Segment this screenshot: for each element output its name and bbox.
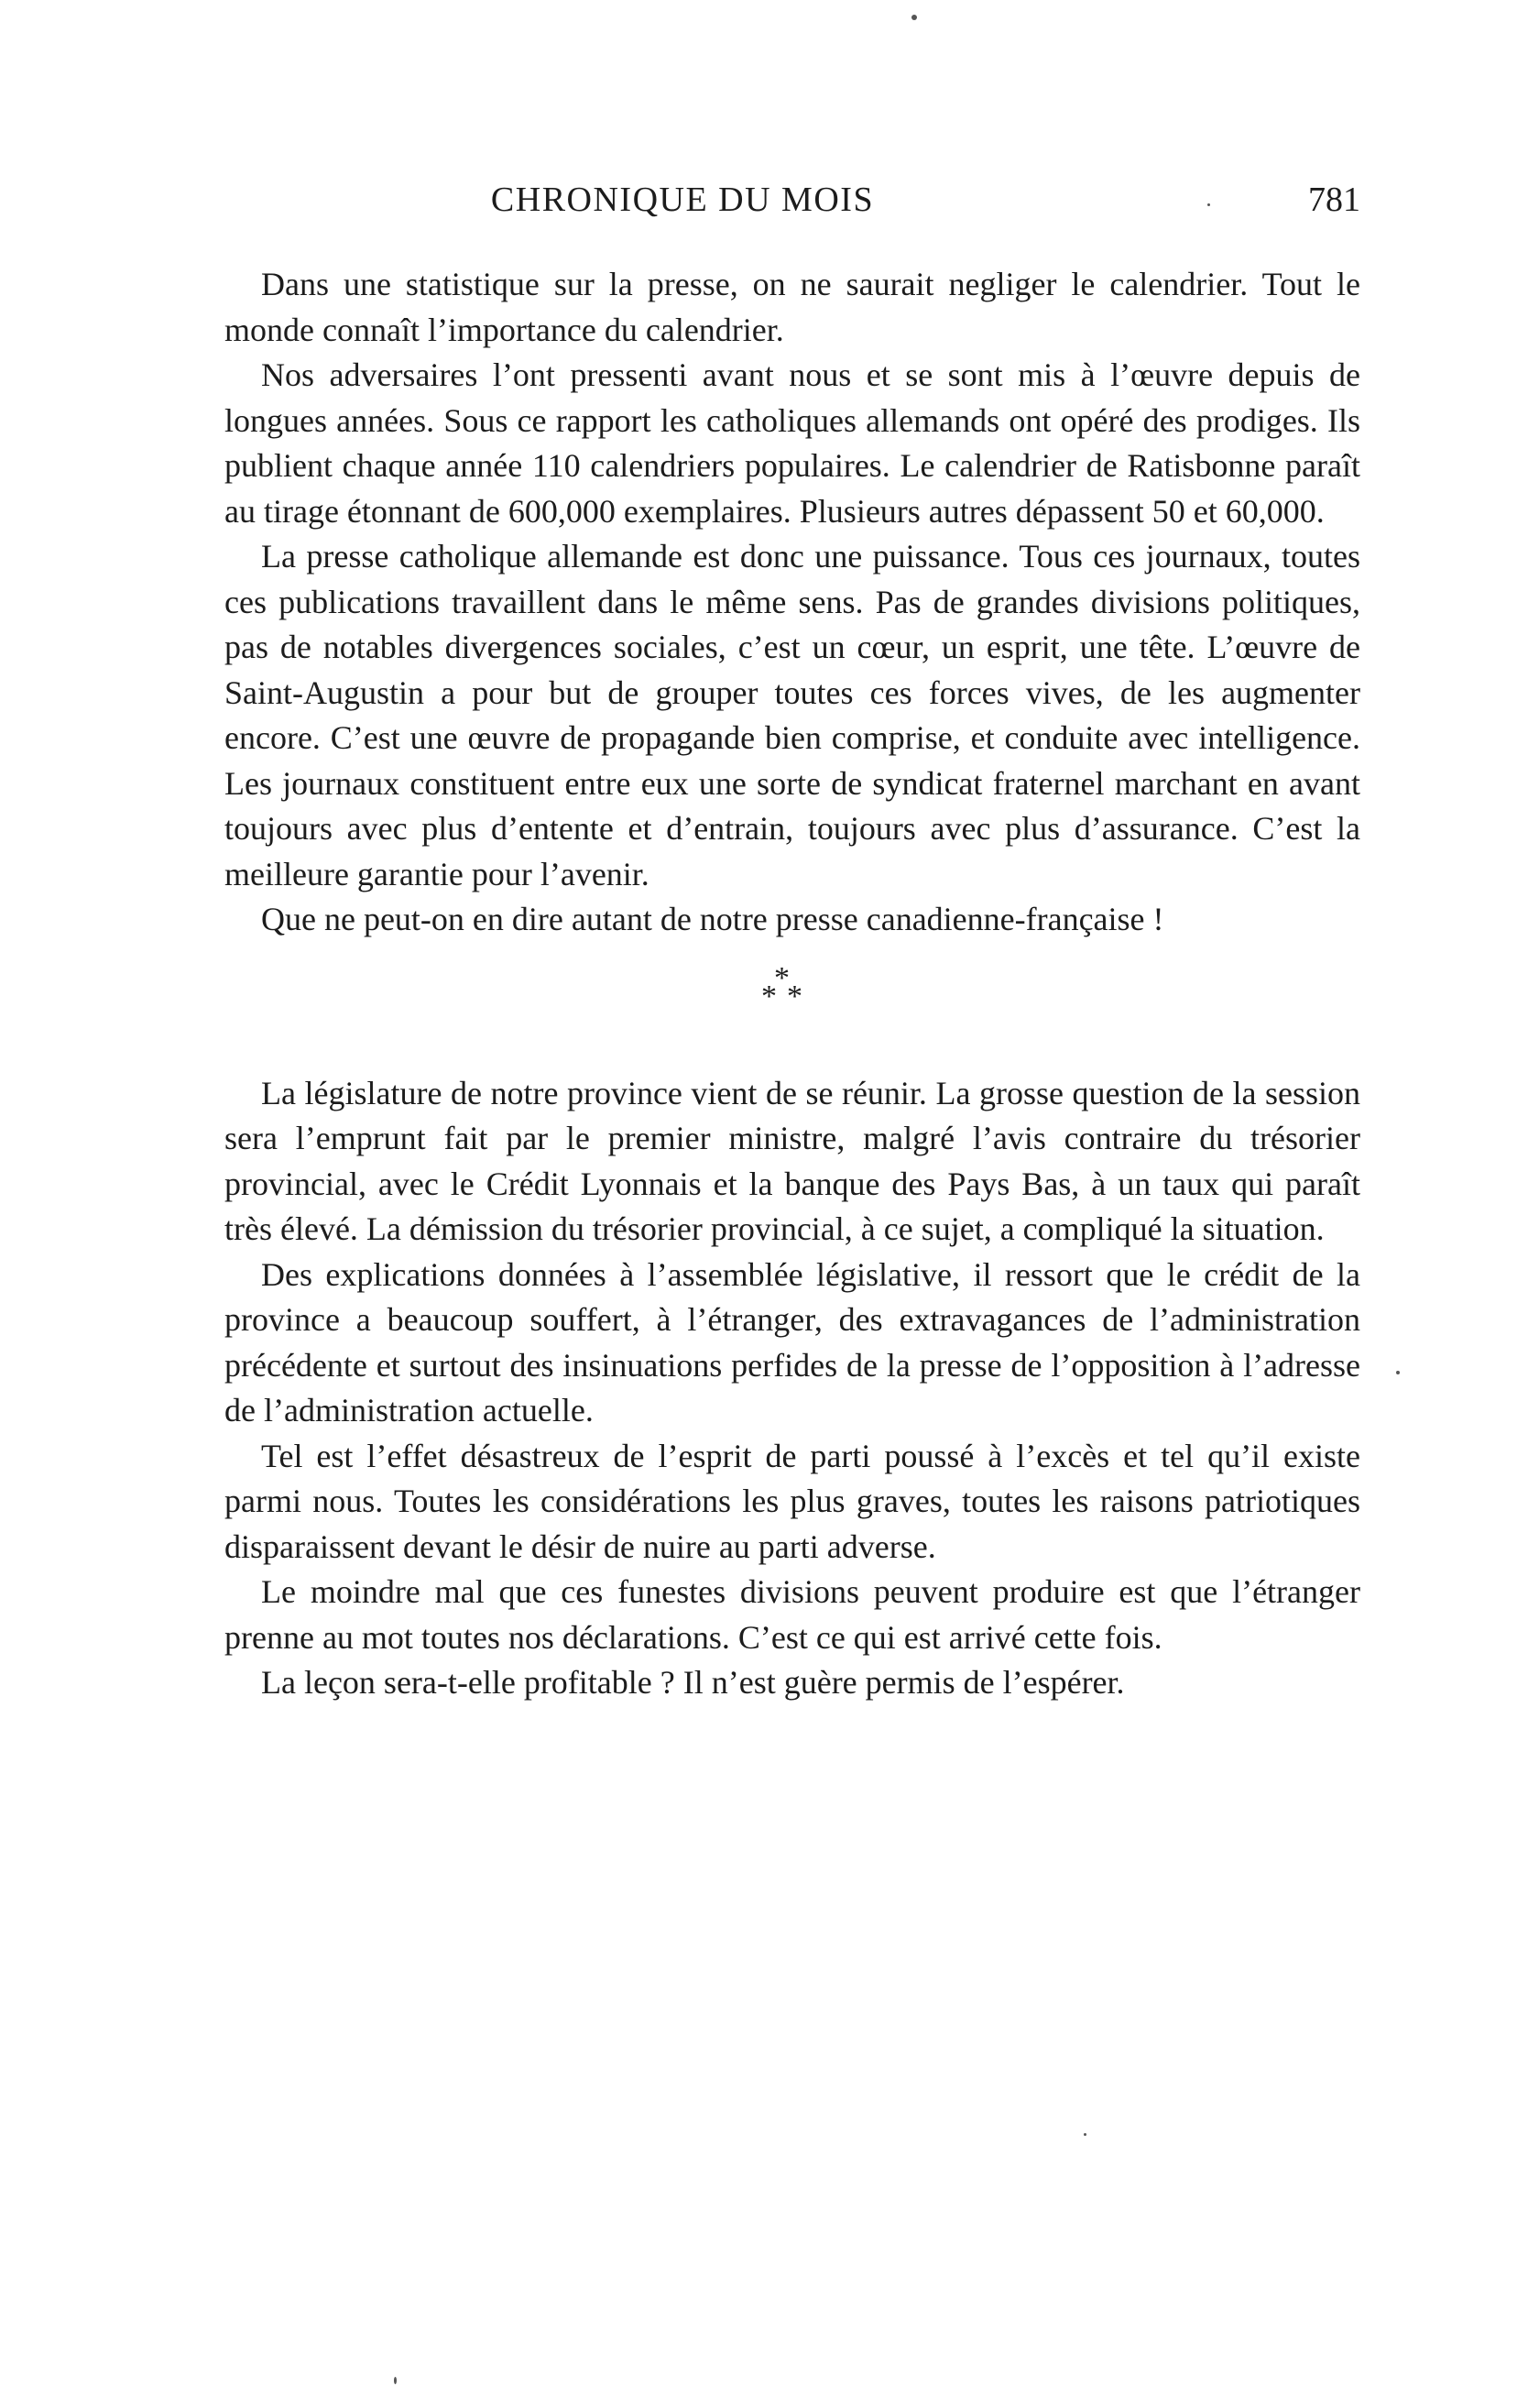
scan-speck [911,15,917,20]
article-body [224,262,1360,1706]
paragraph: La presse catholique allemande est donc une puissance. Tous ces journaux, toutes ces publications travaillent dans le même sens. Pas de grandes divisions politiques, pas de notables divergences sociales, c’est un cœur, un esprit, une tête. L’œuvre de Saint-Augustin a pour but de grouper toutes ces forces vives, de les augmenter encore. C’est une œuvre de propagande bien comprise, et conduite avec intelligence. Les journaux constituent entre eux une sorte de syndicat fraternel marchant en avant toujours avec plus d’entente et d’entrain, toujours avec plus d’assurance. C’est la meilleure garantie pour l’avenir. [224,538,1360,892]
page-header [224,180,1360,235]
scan-speck [394,2377,397,2384]
paragraph: Nos adversaires l’ont pressenti avant nous et se sont mis à l’œuvre depuis de longues années. Sous ce rapport les catholiques allemands ont opéré des prodiges. Ils publient chaque année 110 calendriers populaires. Le calendrier de Ratisbonne paraît au tirage étonnant de 600,000 exemplaires. Plusieurs autres dépassent 50 et 60,000. [224,356,1360,530]
scan-speck [1396,1371,1400,1374]
paragraph: Tel est l’effet désastreux de l’esprit de parti poussé à l’excès et tel qu’il existe parmi nous. Toutes les considérations les plus graves, toutes les raisons patriotiques disparaissent devant le désir de nuire au parti adverse. [224,1437,1360,1565]
separator-star: * [787,979,802,1013]
running-head: CHRONIQUE DU MOIS [490,181,875,219]
paragraph: Que ne peut-on en dire autant de notre presse canadienne-française ! [261,901,1164,937]
paragraph: La leçon sera-t-elle profitable ? Il n’est guère permis de l’espérer. [261,1664,1125,1701]
page-number: 781 [1308,181,1360,219]
separator-star: * [761,979,777,1013]
paragraph: Le moindre mal que ces funestes divisions peuvent produire est que l’étranger prenne au mot toutes nos déclarations. C’est ce qui est arrivé cette fois. [224,1573,1360,1656]
paragraph: La législature de notre province vient de se réunir. La grosse question de la session sera l’emprunt fait par le premier ministre, malgré l’avis contraire du trésorier provincial, avec le Crédit Lyonnais et la banque des Pays Bas, à un taux qui paraît très élevé. La démission du trésorier provincial, à ce sujet, a compliqué la situation. [224,1074,1360,1247]
paragraph: Des explications données à l’assemblée législative, il ressort que le crédit de la province a beaucoup souffert, à l’étranger, des extravagances de l’administration précédente et surtout des insinuations perfides de la presse de l’opposition à l’adresse de l’administration actuelle. [224,1255,1360,1428]
scan-speck [1084,2133,1086,2136]
paragraph: Dans une statistique sur la presse, on ne saurait negliger le calendrier. Tout le monde connaît l’importance du calendrier. [224,266,1360,348]
separator-star: * [774,960,790,995]
section-separator [224,943,1360,1071]
